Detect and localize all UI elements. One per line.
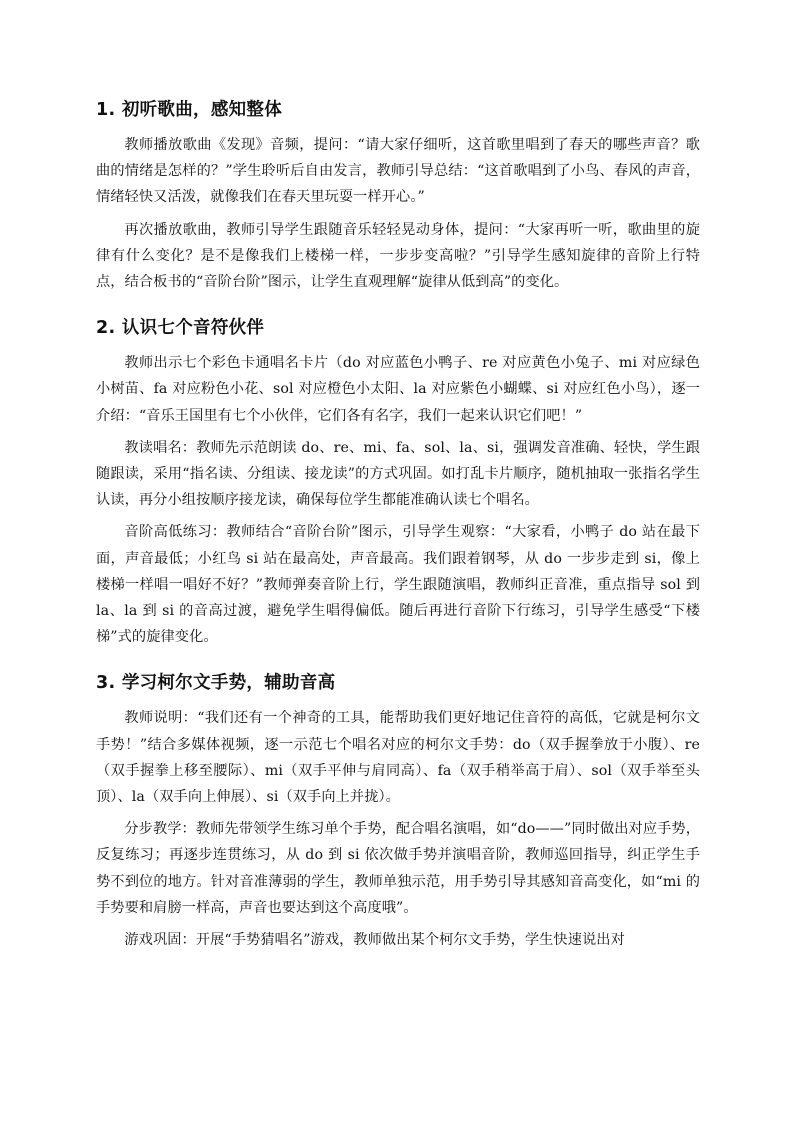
paragraph: 教师出示七个彩色卡通唱名卡片（do 对应蓝色小鸭子、re 对应黄色小兔子、mi 对应绿色小树苗、fa 对应粉色小花、sol 对应橙色小太阳、la 对应紫色小蝴蝶、si 对应红色小鸟），逐一介绍：“音乐王国里有七个小伙伴，它们各有名字，我们一起来认识它们吧！” bbox=[96, 355, 700, 424]
paragraph: 教师说明：“我们还有一个神奇的工具，能帮助我们更好地记住音符的高低，它就是柯尔文手势！”结合多媒体视频，逐一示范七个唱名对应的柯尔文手势：do（双手握拳放于小腹）、re（双手握拳上移至腰际）、mi（双手平伸与肩同高）、fa（双手稍举高于肩）、sol（双手举至头顶）、la（双手向上伸展）、si（双手向上并拢）。 bbox=[96, 710, 700, 806]
section-heading: 1. 初听歌曲，感知整体 bbox=[96, 100, 283, 120]
section-heading: 2. 认识七个音符伙伴 bbox=[96, 318, 265, 339]
section-1 bbox=[96, 94, 700, 295]
section-3 bbox=[96, 667, 700, 953]
section-2 bbox=[96, 312, 700, 650]
paragraph: 分步教学：教师先带领学生练习单个手势，配合唱名演唱，如“do——”同时做出对应手势，反复练习；再逐步连贯练习，从 do 到 si 依次做手势并演唱音阶，教师巡回指导，纠正学生手势不到位的地方。针对音准薄弱的学生，教师单独示范，用手势引导其感知音高变化，如“mi 的手势要和肩膀一样高，声音也要达到这个高度哦”。 bbox=[96, 821, 700, 916]
paragraph: 再次播放歌曲，教师引导学生跟随音乐轻轻晃动身体，提问：“大家再听一听，歌曲里的旋律有什么变化？是不是像我们上楼梯一样，一步步变高啦？”引导学生感知旋律的音阶上行特点，结合板书的“音阶台阶”图示，让学生直观理解“旋律从低到高”的变化。 bbox=[96, 221, 700, 291]
document-body bbox=[96, 94, 700, 953]
paragraph: 教读唱名：教师先示范朗读 do、re、mi、fa、sol、la、si，强调发音准确、轻快，学生跟随跟读，采用“指名读、分组读、接龙读”的方式巩固。如打乱卡片顺序，随机抽取一张指名学生认读，再分小组按顺序接龙读，确保每位学生都能准确认读七个唱名。 bbox=[96, 439, 700, 509]
paragraph: 音阶高低练习：教师结合“音阶台阶”图示，引导学生观察：“大家看，小鸭子 do 站在最下面，声音最低；小红鸟 si 站在最高处，声音最高。我们跟着钢琴，从 do 一步步走到 si，像上楼梯一样唱一唱好不好？”教师弹奏音阶上行，学生跟随演唱，教师纠正音准，重点指导 sol 到 la、la 到 si 的音高过渡，避免学生唱得偏低。随后再进行音阶下行练习，引导学生感受“下楼梯”式的旋律变化。 bbox=[96, 524, 700, 646]
section-heading: 3. 学习柯尔文手势，辅助音高 bbox=[96, 673, 336, 694]
paragraph: 教师播放歌曲《发现》音频，提问：“请大家仔细听，这首歌里唱到了春天的哪些声音？歌曲的情绪是怎样的？”学生聆听后自由发言，教师引导总结：“这首歌唱到了小鸟、春风的声音，情绪轻快又活泼，就像我们在春天里玩耍一样开心。” bbox=[96, 137, 700, 206]
paragraph: 游戏巩固：开展“手势猜唱名”游戏，教师做出某个柯尔文手势，学生快速说出对 bbox=[124, 932, 625, 949]
